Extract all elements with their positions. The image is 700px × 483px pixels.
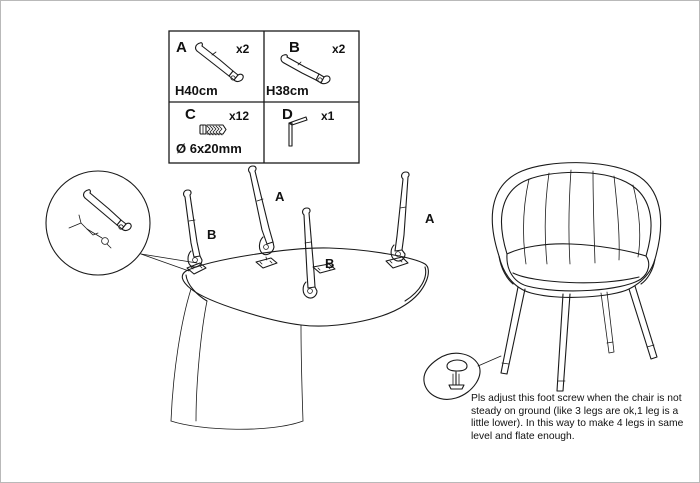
leg-b-center	[303, 208, 317, 298]
leg-a-right	[391, 172, 409, 261]
leg-screw-detail-zoom	[46, 171, 150, 275]
leg-b-left	[184, 190, 202, 267]
part-label-c: C	[185, 106, 196, 123]
part-qty-b: x2	[332, 42, 346, 56]
part-dim-c: Ø 6x20mm	[176, 141, 242, 156]
seat-bracket-right	[386, 257, 408, 268]
part-qty-a: x2	[236, 42, 250, 56]
part-dim-a: H40cm	[175, 83, 218, 98]
part-label-b: B	[289, 39, 300, 56]
part-label-d: D	[282, 106, 293, 123]
part-label-a: A	[176, 39, 187, 56]
part-qty-c: x12	[229, 109, 250, 123]
leg-a-left	[249, 166, 274, 261]
assembly-label-a-left: A	[275, 189, 285, 204]
foot-screw-note: Pls adjust this foot screw when the chair is not steady on ground (like 3 legs are ok,1 leg is a little lower). In this way to make 4 legs in same level and flate enough.	[471, 393, 684, 442]
assembly-label-b-left: B	[207, 227, 217, 242]
part-qty-d: x1	[321, 109, 335, 123]
finished-chair-illustration	[492, 163, 660, 391]
part-dim-b: H38cm	[266, 83, 309, 98]
assembly-label-a-right: A	[425, 211, 435, 226]
assembly-label-b-center: B	[325, 256, 335, 271]
